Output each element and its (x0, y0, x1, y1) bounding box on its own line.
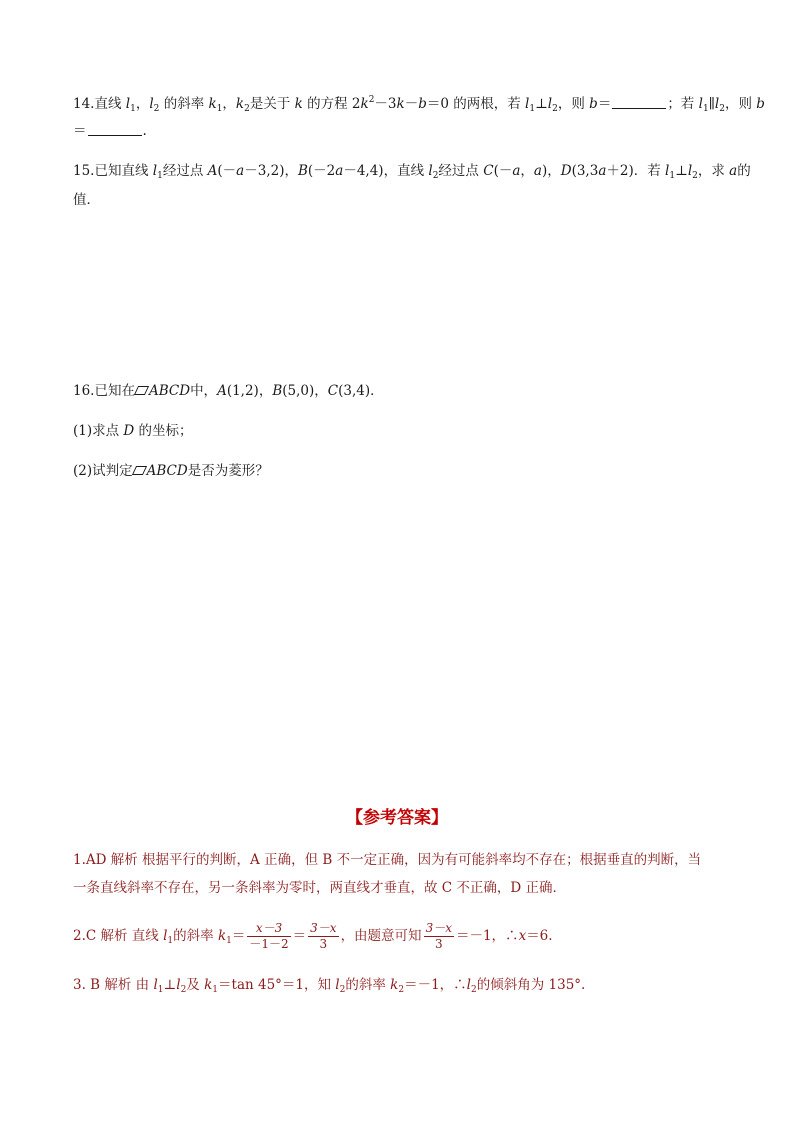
answer-blank[interactable] (612, 96, 666, 109)
question-number: 15. (73, 163, 95, 179)
answer-1-line-1: 1.AD 解析 根据平行的判断，A 正确，但 B 不一定正确，因为有可能斜率均不存在；根据垂直的判断，当 (73, 852, 702, 868)
fraction: $\frac{x-3}{-1-2}$ (249, 921, 289, 951)
fraction: $\frac{3-x}{3}$ (425, 921, 452, 951)
question-16-part-1: (1)求点 D 的坐标； (73, 423, 193, 439)
question-number: 14. (73, 96, 95, 112)
parallelogram-icon (132, 466, 147, 475)
question-number: 16. (73, 383, 95, 399)
question-15-line-2: 值． (73, 192, 100, 208)
question-14-line-1: 14.直线 $l_1$，$l_2$ 的斜率 $k_1$，$k_2$是关于 k 的方程 $2k^2-3k-b=0$ 的两根，若 $l_1\perp l_2$，则 b＝ ；若 $l_1\parallel l_2$，则 b (73, 95, 765, 114)
question-16-part-2: (2)试判定 ABCD是否为菱形？ (73, 463, 269, 479)
question-16-line-1: 16.已知在 ABCD中，A(1,2)，B(5,0)，C(3,4)． (73, 383, 384, 399)
answer-blank[interactable] (88, 123, 142, 136)
question-14-line-2: ＝ . (73, 123, 147, 139)
fraction: $\frac{3-x}{3}$ (310, 921, 337, 951)
answer-1-line-2: 一条直线斜率不存在，另一条斜率为零时，两直线才垂直，故 C 不正确，D 正确． (73, 880, 567, 896)
parallelogram-icon (134, 386, 149, 395)
answer-section-title: 【参考答案】 (346, 808, 448, 828)
answer-3: 3. B 解析 由 $l_1\perp l_2$及 $k_1=\tan$ 45°＝1，知 $l_2$的斜率 $k_2=-1$，$\therefore l_2$的倾斜角为 135°. (73, 977, 586, 995)
answer-2: 2.C 解析 直线 $l_1$的斜率 $k_1=$ $\frac{x-3}{-1-2}$ ＝ $\frac{3-x}{3}$ ，由题意可知 $\frac{3-x}{3}$ ＝－1，∴x＝6. (73, 921, 553, 951)
question-15-line-1: 15.已知直线 $l_1$经过点 A(－a－3,2)，B(－2a－4,4)，直线 $l_2$经过点 C(－a，a)，D(3,3a＋2)．若 $l_1\perp l_2$，求 a的 (73, 163, 751, 181)
